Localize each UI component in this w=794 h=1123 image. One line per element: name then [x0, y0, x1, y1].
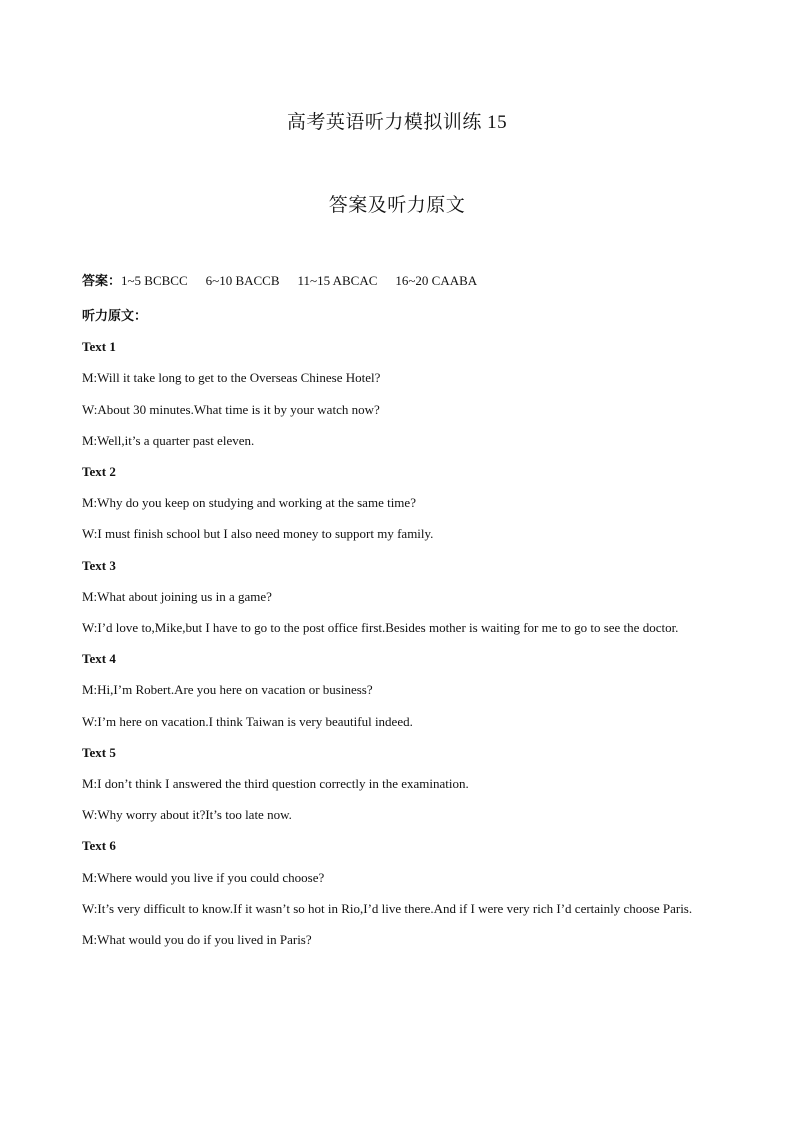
text-6-line-3: M:What would you do if you lived in Paris?: [82, 932, 312, 948]
document-subtitle: 答案及听力原文: [328, 195, 466, 216]
text-1-line-1: M:Will it take long to get to the Overseas Chinese Hotel?: [82, 370, 381, 386]
answer-key-label: 答案：: [82, 273, 122, 288]
text-6-line-2: W:It’s very difficult to know.If it wasn’t so hot in Rio,I’d live there.And if I were very rich I’d certainly choose Paris.: [82, 900, 693, 916]
answer-group-2: 6~10 BACCB: [205, 273, 280, 288]
text-2-line-1: M:Why do you keep on studying and working at the same time?: [82, 495, 416, 511]
text-2-line-2: W:I must finish school but I also need money to support my family.: [82, 526, 434, 542]
text-3-line-1: M:What about joining us in a game?: [82, 588, 272, 604]
text-4-line-1: M:Hi,I’m Robert.Are you here on vacation or business?: [82, 682, 373, 698]
answer-group-1: 1~5 BCBCC: [121, 273, 188, 288]
text-1-line-2: W:About 30 minutes.What time is it by your watch now?: [82, 401, 380, 417]
text-4-title: Text 4: [82, 651, 116, 667]
transcript-heading: 听力原文：: [82, 308, 148, 323]
text-5-line-2: W:Why worry about it?It’s too late now.: [82, 807, 292, 823]
document-title: 高考英语听力模拟训练 15: [286, 112, 508, 133]
text-3-title: Text 3: [82, 557, 116, 573]
text-6-line-1: M:Where would you live if you could choose?: [82, 869, 325, 885]
text-3-line-2: W:I’d love to,Mike,but I have to go to the post office first.Besides mother is waiting for me to go to see the doctor.: [82, 620, 679, 636]
text-6-title: Text 6: [82, 838, 116, 854]
answer-group-4: 16~20 CAABA: [395, 273, 478, 288]
text-1-line-3: M:Well,it’s a quarter past eleven.: [82, 432, 255, 448]
answer-group-3: 11~15 ABCAC: [297, 273, 378, 288]
text-2-title: Text 2: [82, 464, 116, 480]
text-5-line-1: M:I don’t think I answered the third question correctly in the examination.: [82, 776, 469, 792]
transcript: [82, 300, 712, 955]
text-4-line-2: W:I’m here on vacation.I think Taiwan is very beautiful indeed.: [82, 713, 413, 729]
answer-key: [82, 270, 495, 289]
text-1-title: Text 1: [82, 339, 116, 355]
text-5-title: Text 5: [82, 744, 116, 760]
